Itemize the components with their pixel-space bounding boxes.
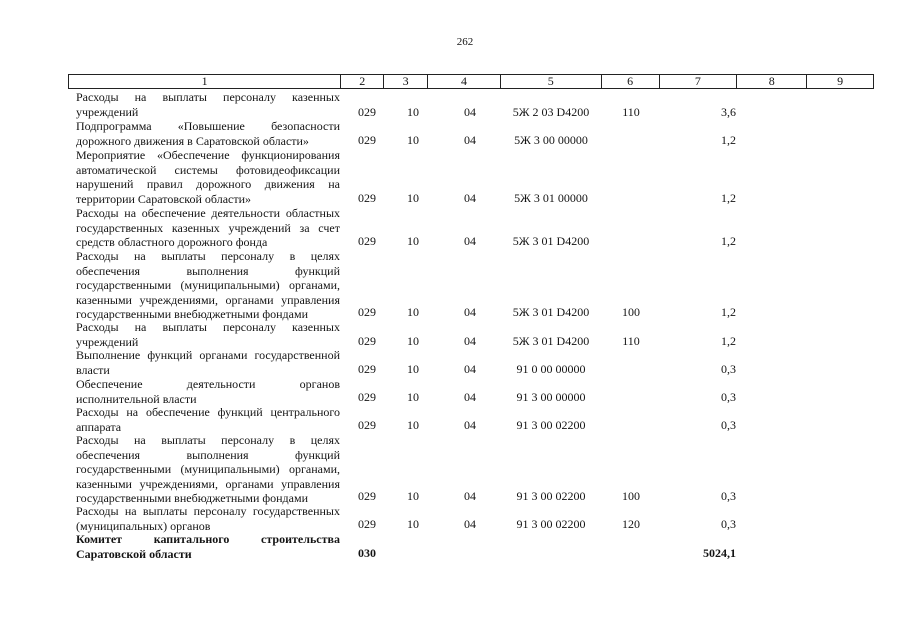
row-col-3: 10: [407, 489, 419, 503]
table-row: [0, 90, 905, 119]
row-col-4: 04: [464, 234, 476, 248]
table-row: [0, 433, 905, 505]
row-col-3: 10: [407, 305, 419, 319]
table-row: [0, 206, 905, 250]
row-col-4: 04: [464, 517, 476, 531]
row-col-5: 5Ж 3 01 D4200: [512, 305, 590, 319]
row-name: Расходы на выплаты персоналу казенных учреждений: [76, 320, 340, 349]
row-col-4: 04: [464, 362, 476, 376]
row-col-5: 5Ж 3 01 D4200: [512, 334, 590, 348]
table-row: [0, 148, 905, 206]
header-col-7: 7: [660, 75, 738, 88]
row-name: Расходы на выплаты персоналу государственных (муниципальных) органов: [76, 504, 340, 533]
row-col-7: 1,2: [721, 191, 736, 205]
row-col-2: 029: [358, 234, 376, 248]
row-name: Расходы на обеспечение деятельности областных государственных казенных учреждений за счет средств областного дорожного фонда: [76, 206, 340, 249]
table-row: [0, 320, 905, 349]
row-col-3: 10: [407, 418, 419, 432]
row-name: Комитет капитального строительства Саратовской области: [76, 532, 340, 561]
row-col-4: 04: [464, 133, 476, 147]
row-col-7: 0,3: [721, 489, 736, 503]
row-col-7: 5024,1: [703, 546, 736, 560]
row-col-4: 04: [464, 191, 476, 205]
header-col-6: 6: [602, 75, 660, 88]
row-name: Расходы на обеспечение функций центрального аппарата: [76, 405, 340, 434]
row-name: Расходы на выплаты персоналу казенных учреждений: [76, 90, 340, 119]
row-col-2: 029: [358, 105, 376, 119]
row-col-5: 5Ж 3 01 D4200: [512, 234, 590, 248]
row-col-3: 10: [407, 234, 419, 248]
table-row: [0, 405, 905, 434]
row-col-4: 04: [464, 305, 476, 319]
row-col-2: 029: [358, 362, 376, 376]
header-col-3: 3: [384, 75, 428, 88]
row-col-4: 04: [464, 334, 476, 348]
row-col-6: 100: [622, 305, 640, 319]
row-col-5: 5Ж 2 03 D4200: [512, 105, 590, 119]
row-col-2: 029: [358, 334, 376, 348]
table-row: [0, 119, 905, 148]
header-col-4: 4: [428, 75, 501, 88]
header-col-2: 2: [341, 75, 384, 88]
row-col-4: 04: [464, 390, 476, 404]
row-col-5: 5Ж 3 00 00000: [514, 133, 588, 147]
row-col-5: 91 3 00 00000: [516, 390, 586, 404]
row-col-7: 0,3: [721, 362, 736, 376]
row-col-7: 0,3: [721, 390, 736, 404]
table-header: [68, 74, 874, 89]
row-col-3: 10: [407, 133, 419, 147]
row-col-2: 029: [358, 133, 376, 147]
row-name: Мероприятие «Обеспечение функционирования автоматической системы фотовидеофиксации нарушений правил дорожного движения на территории Саратовской области»: [76, 148, 340, 206]
row-name: Расходы на выплаты персоналу в целях обеспечения выполнения функций государственными (муниципальными) органами, казенными учреждениями, органами управления государственными внебюджетными фондами: [76, 249, 340, 321]
header-col-1: 1: [69, 75, 341, 88]
row-col-7: 1,2: [721, 133, 736, 147]
table-row: [0, 249, 905, 321]
table-row: [0, 504, 905, 533]
row-col-7: 1,2: [721, 334, 736, 348]
row-col-4: 04: [464, 105, 476, 119]
row-name: Выполнение функций органами государственной власти: [76, 348, 340, 377]
row-col-7: 0,3: [721, 418, 736, 432]
row-col-3: 10: [407, 517, 419, 531]
row-col-5: 5Ж 3 01 00000: [514, 191, 588, 205]
row-col-3: 10: [407, 105, 419, 119]
row-col-6: 110: [622, 105, 640, 119]
row-col-2: 029: [358, 489, 376, 503]
row-name: Обеспечение деятельности органов исполнительной власти: [76, 377, 340, 406]
row-col-5: 91 0 00 00000: [516, 362, 586, 376]
header-col-8: 8: [737, 75, 807, 88]
row-col-5: 91 3 00 02200: [516, 517, 586, 531]
row-col-6: 120: [622, 517, 640, 531]
row-col-4: 04: [464, 418, 476, 432]
row-col-6: 100: [622, 489, 640, 503]
row-col-2: 029: [358, 191, 376, 205]
row-col-7: 3,6: [721, 105, 736, 119]
header-col-5: 5: [501, 75, 602, 88]
row-col-7: 0,3: [721, 517, 736, 531]
row-col-2: 030: [358, 546, 376, 560]
row-col-5: 91 3 00 02200: [516, 418, 586, 432]
row-col-3: 10: [407, 191, 419, 205]
row-col-6: 110: [622, 334, 640, 348]
row-col-7: 1,2: [721, 305, 736, 319]
table-row: [0, 348, 905, 377]
row-col-2: 029: [358, 305, 376, 319]
row-col-4: 04: [464, 489, 476, 503]
row-col-3: 10: [407, 362, 419, 376]
row-col-7: 1,2: [721, 234, 736, 248]
row-col-2: 029: [358, 390, 376, 404]
row-col-3: 10: [407, 334, 419, 348]
row-name: Подпрограмма «Повышение безопасности дорожного движения в Саратовской области»: [76, 119, 340, 148]
row-col-2: 029: [358, 517, 376, 531]
page-number: 262: [456, 36, 474, 48]
table-row-total: [0, 532, 905, 562]
row-name: Расходы на выплаты персоналу в целях обеспечения выполнения функций государственными (муниципальными) органами, казенными учреждениями, органами управления государственными внебюджетными фондами: [76, 433, 340, 505]
header-col-9: 9: [837, 74, 844, 88]
table-row: [0, 377, 905, 406]
row-col-2: 029: [358, 418, 376, 432]
row-col-3: 10: [407, 390, 419, 404]
row-col-5: 91 3 00 02200: [516, 489, 586, 503]
